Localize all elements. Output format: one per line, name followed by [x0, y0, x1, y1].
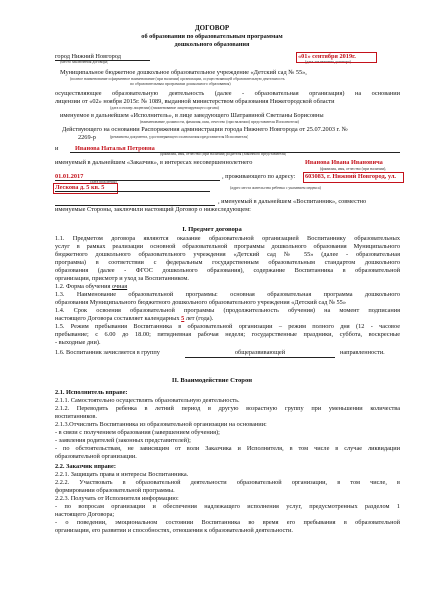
clause-1-4-line-2	[55, 315, 400, 323]
parties-line: именуемые Стороны, заключили настоящий Договор о нижеследующем:	[55, 206, 251, 213]
basis-caption: (реквизиты документа, удостоверяющего полномочия представителя Исполнителя)	[110, 135, 249, 139]
clause-2-1-line: 2.1.3.Отчислить Воспитанника из образовательной организации на основании:	[55, 421, 267, 428]
organization-line-1: осуществляющее образовательную деятельность (далее - образовательная организация) на основании	[55, 90, 400, 97]
group-type-value: общеразвивающей	[185, 349, 335, 358]
clause-1-1-line: бюджетного дошкольного образовательного учреждения «Детский сад № 55» (далее - образовательная	[55, 251, 400, 258]
and-prefix: и	[55, 145, 59, 152]
clause-1-5-line: пребывание; с 6.00 до 18.00; пятидневная рабочая неделя; государственные праздники, суббота, воскресные	[55, 331, 400, 338]
clause-1-3-line: образования Муниципального бюджетного дошкольного образовательного учреждения «Детский сад № 55»	[55, 299, 346, 306]
clause-1-5-line: 1.5. Режим пребывания Воспитанника в образовательной организации – режим полного дня (12 - часовое	[55, 323, 400, 330]
street-underline	[55, 191, 210, 192]
clause-2-2-line: 2.2.1. Защищать права и интересы Воспитанника.	[55, 471, 189, 478]
document-subtitle-2: дошкольного образования	[174, 41, 250, 48]
customer-caption: (фамилия, имя, отчество (при наличии) родителя (законного представителя)	[160, 152, 287, 156]
clause-2-1-line: - заявления родителей (законных представителей);	[55, 437, 191, 444]
clause-2-2-line: организации, его развитии и способностях, отношении к образовательной деятельности.	[55, 527, 293, 534]
organization-caption: (полное наименование и фирменное наименование (при наличии) организации, осуществляющей образовательную деятельность	[70, 77, 285, 81]
executor-caption: (наименование должности, фамилия, имя, отчество (при наличии) представителя Исполнителя)	[140, 120, 299, 124]
address-prefix: , проживающего по адресу:	[222, 173, 296, 180]
basis-number: 2269-р	[78, 134, 96, 141]
license-caption: (дата и номер лицензии) (наименование лицензирующего органа)	[110, 106, 219, 110]
clause-1-6-label: 1.6. Воспитанник зачисляется в группу	[55, 349, 160, 356]
address-highlight-box	[303, 172, 404, 183]
birth-underline	[55, 180, 220, 181]
customer-line-1: именуемый в дальнейшем «Заказчик», в интересах несовершеннолетнего	[55, 159, 253, 166]
section-1-title: I. Предмет договора	[182, 226, 242, 233]
organization-caption-2: по образовательным программам дошкольного образования)	[130, 82, 231, 86]
pupil-line: , именуемый в дальнейшем «Воспитанник», совместно	[218, 198, 367, 205]
clause-2-2-line: 2.2.3. Получать от Исполнителя информацию:	[55, 495, 179, 502]
date-field: «01» сентября 2019г.	[298, 53, 356, 60]
document-title: ДОГОВОР	[194, 24, 230, 32]
birth-caption: (дата рождения)	[90, 180, 117, 184]
street-highlight-box	[53, 183, 118, 194]
city-field: город Нижний Новгород	[55, 53, 121, 60]
birth-date: 01.01.2017	[55, 173, 84, 180]
clause-2-1-line: - в связи с получением образования (завершением обучения);	[55, 429, 220, 436]
clause-2-2-line: формировании образовательной программы.	[55, 487, 175, 494]
clause-1-3-line: 1.3. Наименование образовательной программы: основная образовательная программа дошкольного	[55, 291, 400, 298]
study-years-value: 5	[181, 315, 185, 322]
clause-1-1-line: 1.1. Предметом договора являются оказание образовательной организацией Воспитаннику образовательных	[55, 235, 400, 242]
license-line: лицензии от «02» ноября 2015г. № 1089, выданной министерством образования Нижегородской области	[55, 98, 335, 105]
street-field: Лескова д. 5 кв. 5	[55, 184, 105, 191]
clause-1-2-label: 1.2. Форма обучения	[55, 283, 112, 290]
organization-name: Муниципальное бюджетное дошкольное образовательное учреждение «Детский сад № 55»,	[60, 69, 307, 76]
clause-2-1-line: воспитанников.	[55, 413, 97, 420]
date-caption: (дата заключения договора)	[305, 60, 351, 64]
clause-2-1-line: образовательной организации.	[55, 453, 137, 460]
clause-1-1-line: услуг в рамках реализации основной образовательной программы дошкольного образования Муниципального	[55, 243, 400, 250]
clause-1-4-suffix: лет (года).	[184, 315, 214, 322]
date-highlight-box	[296, 52, 377, 63]
child-name: Иванова Ивана Ивановича	[305, 159, 383, 166]
clause-1-5-line: - выходные дни).	[55, 339, 101, 346]
document-subtitle: об образовании по образовательным программам	[141, 33, 283, 40]
clause-2-1-title: 2.1. Исполнитель вправе:	[55, 389, 128, 396]
clause-1-2	[55, 283, 400, 291]
clause-1-1-line: образования (далее - ФГОС дошкольного образования), содержание Воспитанника в образовательной	[55, 267, 400, 274]
clause-2-2-line: - по вопросам организации и обеспечения надлежащего исполнения услуг, предусмотренных разделом 1	[55, 503, 400, 510]
clause-2-2-line: 2.2.2. Участвовать в образовательной деятельности образовательной организации, в том числе, в	[55, 479, 400, 486]
address-field: 603083, г. Нижний Новгород, ул.	[305, 173, 396, 180]
clause-1-4-text: настоящего Договора составляет календарных	[55, 315, 182, 322]
executor-line: именуемое в дальнейшем «Исполнитель», в лице заведующего Шатравиной Светланы Борисовны	[60, 112, 324, 119]
clause-1-1-line: организации, присмотр и уход за Воспитанником.	[55, 275, 189, 282]
clause-2-1-line: - по обстоятельствам, не зависящим от воли Заказчика и Исполнителя, в том числе в случае ликвидации	[55, 445, 400, 452]
education-form-value: очная	[111, 283, 128, 290]
clause-2-2-title: 2.2. Заказчик вправе:	[55, 463, 116, 470]
basis-line: Действующего на основании Распоряжения администрации города Нижнего Новгорода от 25.07.2003 г. №	[62, 126, 348, 133]
clause-1-6-suffix: направленности.	[340, 349, 385, 356]
clause-2-2-line: настоящего Договора;	[55, 511, 115, 518]
street-caption: (адрес места жительства ребенка с указанием индекса)	[230, 186, 321, 190]
city-caption: (место заключения договора)	[60, 60, 109, 64]
section-2-title: II. Взаимодействие Сторон	[171, 377, 253, 384]
clause-1-4-line: 1.4. Срок освоения образовательной программы (продолжительность обучения) на момент подписания	[55, 307, 400, 314]
child-caption: (фамилия, имя, отчество (при наличии),	[320, 167, 387, 171]
clause-2-2-line: - о поведении, эмоциональном состоянии Воспитанника во время его пребывания в образовательной	[55, 519, 400, 526]
customer-name: Иванова Наталья Петровна	[75, 145, 155, 152]
clause-1-1-line: программа) в соответствии с федеральным государственным образовательным стандартом дошкольного	[55, 259, 400, 266]
clause-2-1-line: 2.1.2. Переводить ребенка в летний период в другую возрастную группу при уменьшении количества	[55, 405, 400, 412]
clause-2-1-line: 2.1.1. Самостоятельно осуществлять образовательную деятельность.	[55, 397, 240, 404]
